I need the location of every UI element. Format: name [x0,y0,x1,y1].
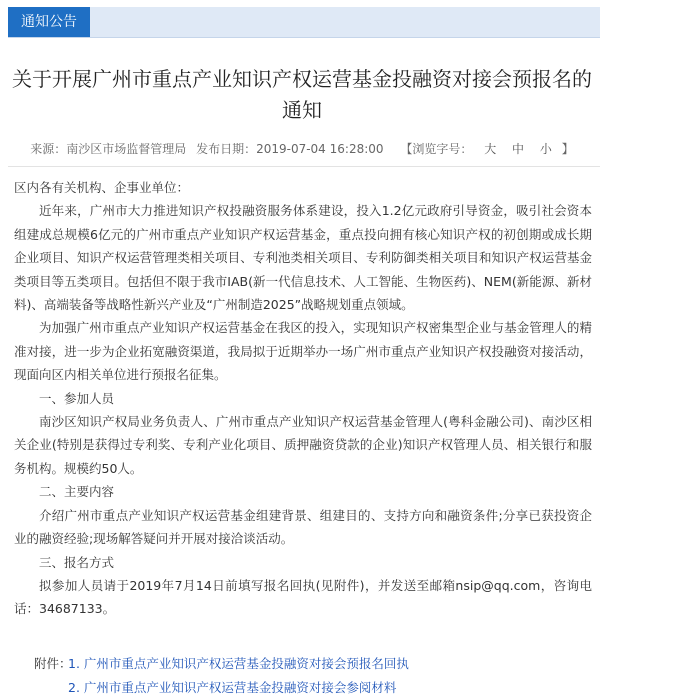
article-meta [6,140,598,158]
section-header-bar [8,7,600,38]
paragraph: 南沙区知识产权局业务负责人、广州市重点产业知识产权运营基金管理人(粤科金融公司)、南沙区相关企业(特别是获得过专利奖、专利产业化项目、质押融资贷款的企业)知识产权管理人员、相关银行和服务机构。规模约50人。 [14,414,592,476]
article-source: 来源：南沙区市场监督管理局 [30,142,187,156]
greeting: 区内各有关机构、企事业单位： [14,180,190,195]
font-size-small-button[interactable]: 小 [539,142,552,156]
paragraph: 拟参加人员请于2019年7月14日前填写报名回执(见附件)，并发送至邮箱nsip@qq.com，咨询电话：34687133。 [14,577,592,617]
attachment-link-1[interactable]: 1. 广州市重点产业知识产权运营基金投融资对接会预报名回执 [68,656,409,671]
section-heading: 一、参加人员 [39,390,115,406]
section-heading: 二、主要内容 [39,484,115,500]
font-size-label: 【浏览字号： [400,142,473,156]
attachment-link-2[interactable]: 2. 广州市重点产业知识产权运营基金投融资对接会参阅材料 [68,680,397,695]
attachments-label: 附件： [34,656,72,671]
divider [8,166,600,167]
paragraph: 近年来，广州市大力推进知识产权投融资服务体系建设，投入1.2亿元政府引导资金，吸引社会资本组建成总规模6亿元的广州市重点产业知识产权运营基金，重点投向拥有核心知识产权的初创期或成长期企业项目、知识产权运营管理类相关项目、专利池类相关项目、专利防御类相关项目和知识产权运营基金类项目等五类项目。包括但不限于我市IAB(新一代信息技术、人工智能、生物医药)、NEM(新能源、新材料)、高端装备等战略性新兴产业及“广州制造2025”战略规划重点领域。 [14,203,592,313]
section-tab-notices[interactable]: 通知公告 [8,7,90,37]
section-heading: 三、报名方式 [39,554,115,570]
article-body [14,176,592,621]
article-title: 关于开展广州市重点产业知识产权运营基金投融资对接会预报名的通知 [12,67,592,122]
article-date: 发布日期：2019-07-04 16:28:00 [196,142,384,156]
paragraph: 为加强广州市重点产业知识产权运营基金在我区的投入，实现知识产权密集型企业与基金管理人的精准对接，进一步为企业拓宽融资渠道，我局拟于近期举办一场广州市重点产业知识产权投融资对接活动，现面向区内相关单位进行预报名征集。 [14,320,592,383]
font-size-medium-button[interactable]: 中 [512,142,525,156]
font-size-end: 】 [561,142,574,156]
attachments [34,652,409,700]
font-size-large-button[interactable]: 大 [484,142,497,156]
paragraph: 介绍广州市重点产业知识产权运营基金组建背景、组建目的、支持方向和融资条件;分享已获投资企业的融资经验;现场解答疑问并开展对接洽谈活动。 [14,507,592,547]
